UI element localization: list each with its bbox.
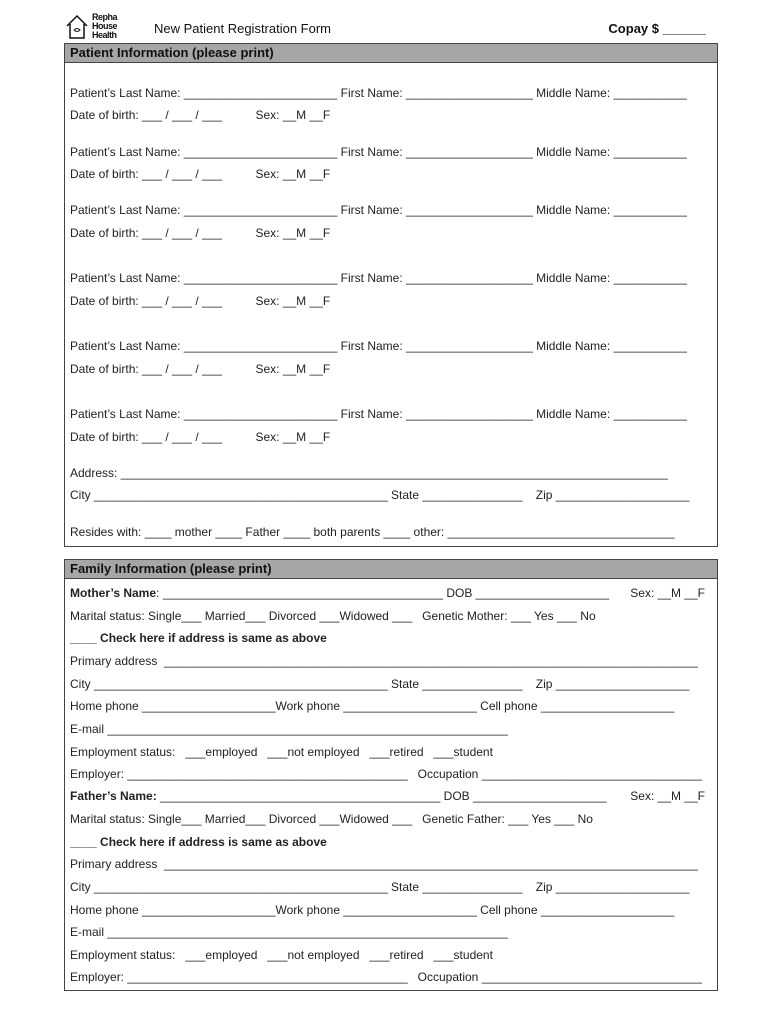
mother-name-field[interactable]: : __________________________________________ DOB ____________________ bbox=[156, 586, 610, 600]
mother-sex-field[interactable]: Sex: __M __F bbox=[630, 586, 705, 600]
patient-1-dob-line[interactable]: Date of birth: ___ / ___ / ___ Sex: __M __F bbox=[70, 108, 331, 122]
repha-house-logo bbox=[64, 12, 124, 42]
patient-5-name-line[interactable]: Patient’s Last Name: _______________________ First Name: ___________________ Middle Name: ___________ bbox=[70, 339, 687, 353]
patient-5-dob-line[interactable]: Date of birth: ___ / ___ / ___ Sex: __M __F bbox=[70, 362, 331, 376]
logo-line-2: House bbox=[92, 21, 118, 31]
resides-with-field[interactable]: Resides with: ____ mother ____ Father ____ both parents ____ other: __________________________________ bbox=[70, 525, 675, 539]
mother-name-label: Mother’s Name bbox=[70, 586, 157, 600]
form-header bbox=[64, 12, 718, 42]
patient-4-dob-line[interactable]: Date of birth: ___ / ___ / ___ Sex: __M __F bbox=[70, 294, 331, 308]
father-sex-field[interactable]: Sex: __M __F bbox=[630, 789, 705, 803]
family-section-heading: Family Information (please print) bbox=[65, 560, 717, 579]
father-marital-status[interactable]: Marital status: Single___ Married___ Divorced ___Widowed ___ Genetic Father: ___ Yes ___ No bbox=[70, 812, 593, 826]
patient-4-name-line[interactable]: Patient’s Last Name: _______________________ First Name: ___________________ Middle Name: ___________ bbox=[70, 271, 687, 285]
copay-field[interactable]: Copay $ ______ bbox=[608, 21, 706, 36]
patient-6-name-line[interactable]: Patient’s Last Name: _______________________ First Name: ___________________ Middle Name: ___________ bbox=[70, 407, 687, 421]
house-icon bbox=[64, 12, 92, 40]
mother-email[interactable]: E-mail ____________________________________________________________ bbox=[70, 722, 508, 736]
father-email[interactable]: E-mail ____________________________________________________________ bbox=[70, 925, 508, 939]
father-city-state-zip[interactable]: City ____________________________________________ State _______________ Zip ____________________ bbox=[70, 880, 690, 894]
city-state-zip-field[interactable]: City ____________________________________________ State _______________ Zip ____________________ bbox=[70, 488, 690, 502]
family-information-section bbox=[64, 559, 718, 991]
mother-employer[interactable]: Employer: __________________________________________ Occupation _________________________________ bbox=[70, 767, 702, 781]
patient-section-heading: Patient Information (please print) bbox=[65, 44, 717, 63]
patient-3-dob-line[interactable]: Date of birth: ___ / ___ / ___ Sex: __M __F bbox=[70, 226, 331, 240]
logo-line-1: Repha bbox=[92, 12, 118, 22]
patient-1-name-line[interactable]: Patient’s Last Name: _______________________ First Name: ___________________ Middle Name: ___________ bbox=[70, 86, 687, 100]
mother-marital-status[interactable]: Marital status: Single___ Married___ Divorced ___Widowed ___ Genetic Mother: ___ Yes ___ No bbox=[70, 609, 596, 623]
father-name-line[interactable] bbox=[70, 789, 607, 803]
mother-name-line[interactable] bbox=[70, 586, 609, 600]
father-primary-address[interactable]: Primary address ________________________________________________________________________________ bbox=[70, 857, 698, 871]
mother-employment-status[interactable]: Employment status: ___employed ___not employed ___retired ___student bbox=[70, 745, 493, 759]
mother-city-state-zip[interactable]: City ____________________________________________ State _______________ Zip ____________________ bbox=[70, 677, 690, 691]
father-same-address-check[interactable]: ____ Check here if address is same as above bbox=[70, 835, 327, 849]
father-name-field[interactable]: __________________________________________ DOB ____________________ bbox=[156, 789, 607, 803]
patient-3-name-line[interactable]: Patient’s Last Name: _______________________ First Name: ___________________ Middle Name: ___________ bbox=[70, 203, 687, 217]
father-employment-status[interactable]: Employment status: ___employed ___not employed ___retired ___student bbox=[70, 948, 493, 962]
address-field[interactable]: Address: __________________________________________________________________________________ bbox=[70, 466, 668, 480]
mother-primary-address[interactable]: Primary address ________________________________________________________________________________ bbox=[70, 654, 698, 668]
form-title: New Patient Registration Form bbox=[154, 21, 332, 36]
father-name-label: Father’s Name: bbox=[70, 789, 157, 803]
patient-information-section bbox=[64, 43, 718, 547]
father-phones[interactable]: Home phone ____________________Work phone ____________________ Cell phone ____________________ bbox=[70, 903, 675, 917]
patient-2-name-line[interactable]: Patient’s Last Name: _______________________ First Name: ___________________ Middle Name: ___________ bbox=[70, 145, 687, 159]
father-employer[interactable]: Employer: __________________________________________ Occupation _________________________________ bbox=[70, 970, 702, 984]
logo-line-3: Health bbox=[92, 30, 117, 40]
patient-2-dob-line[interactable]: Date of birth: ___ / ___ / ___ Sex: __M __F bbox=[70, 167, 331, 181]
mother-phones[interactable]: Home phone ____________________Work phone ____________________ Cell phone ____________________ bbox=[70, 699, 675, 713]
mother-same-address-check[interactable]: ____ Check here if address is same as above bbox=[70, 631, 327, 645]
patient-6-dob-line[interactable]: Date of birth: ___ / ___ / ___ Sex: __M __F bbox=[70, 430, 331, 444]
